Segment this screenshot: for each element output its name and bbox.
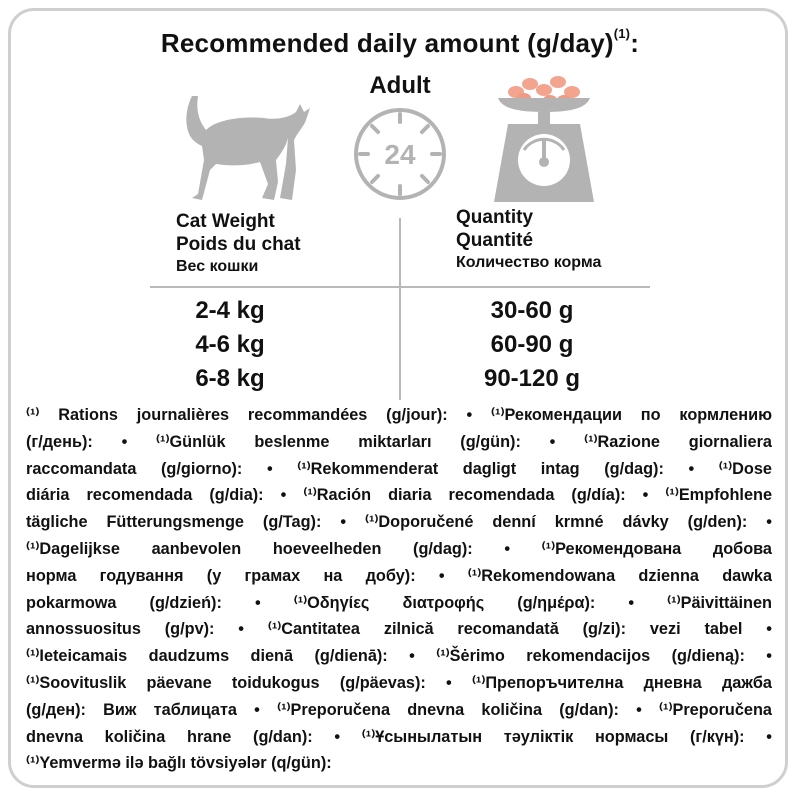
- footnote-line: (г/день): • ⁽¹⁾Günlük beslenme miktarları (g/gün): • ⁽¹⁾Razione giornaliera: [26, 432, 772, 451]
- footnote-line: raccomandata (g/giorno): • ⁽¹⁾Rekommenderat dagligt intag (g/dag): • ⁽¹⁾Dose: [26, 459, 772, 478]
- clock-number: 24: [384, 139, 416, 170]
- footnote-line: ⁽¹⁾Yemvermə ilə bağlı tövsiyələr (q/gün):: [26, 754, 332, 773]
- footnote-line: норма годування (у грамах на добу): • ⁽¹⁾Rekomendowana dzienna dawka: [26, 566, 772, 585]
- weight-column: [130, 294, 330, 396]
- multilingual-footnotes: [26, 402, 772, 777]
- page-title: Recommended daily amount $(g/day)^{(1)}$:: [160, 26, 640, 58]
- clock-24-icon: [352, 106, 448, 202]
- footnote-line: ⁽¹⁾Ieteicamais daudzums dienā (g/dienā): • ⁽¹⁾Šėrimo rekomendacijos (g/dieną): •: [26, 647, 772, 666]
- quantity-cell: 60-90 g: [490, 331, 574, 358]
- footnote-line: (g/ден): Виж таблицата • ⁽¹⁾Preporučena dnevna količina (g/dan): • ⁽¹⁾Preporučena: [26, 700, 772, 719]
- footnote-line: dnevna količina hrane (g/dan): • ⁽¹⁾Ұсынылатын тәуліктік нормасы (г/күн): •: [26, 727, 772, 746]
- weight-cell: 4-6 kg: [195, 331, 265, 358]
- quantity-cell: 90-120 g: [483, 365, 581, 392]
- table-vertical-divider: [399, 218, 401, 400]
- quantity-cell: 30-60 g: [490, 297, 574, 324]
- footnote-line: ⁽¹⁾Dagelijkse aanbevolen hoeveelheden (g/dag): • ⁽¹⁾Рекомендована добова: [26, 539, 772, 558]
- life-stage-label: Adult: [369, 72, 431, 99]
- quantity-column: [432, 294, 632, 396]
- cat-silhouette-icon: [176, 90, 316, 206]
- footnote-line: ⁽¹⁾ Rations journalières recommandées (g/jour): • ⁽¹⁾Рекомендации по кормлению: [26, 406, 772, 424]
- weight-cell: 6-8 kg: [195, 365, 265, 392]
- quantity-column-header: Quantity Quantité Количество корма: [456, 207, 602, 271]
- footnote-line: tägliche Fütterungsmenge (g/Tag): • ⁽¹⁾Doporučené denní krmné dávky (g/den): •: [26, 513, 772, 532]
- table-horizontal-divider: [150, 286, 650, 288]
- weight-cell: 2-4 kg: [195, 297, 265, 324]
- weighing-scale-icon: [486, 72, 602, 210]
- footnote-line: annossuositus (g/pv): • ⁽¹⁾Cantitatea zilnică recomandată (g/zi): vezi tabel •: [26, 620, 772, 639]
- footnote-line: ⁽¹⁾Soovituslik päevane toidukogus (g/päevas): • ⁽¹⁾Препоръчителна дневна дажба: [26, 673, 772, 692]
- weight-column-header: Cat Weight Poids du chat Вес кошки: [176, 211, 301, 275]
- footnote-line: diária recomendada (g/dia): • ⁽¹⁾Ración diaria recomendada (g/día): • ⁽¹⁾Empfohlene: [26, 486, 772, 505]
- footnote-line: pokarmowa (g/dzień): • ⁽¹⁾Οδηγίες διατροφής (g/ημέρα): • ⁽¹⁾Päivittäinen: [26, 593, 772, 612]
